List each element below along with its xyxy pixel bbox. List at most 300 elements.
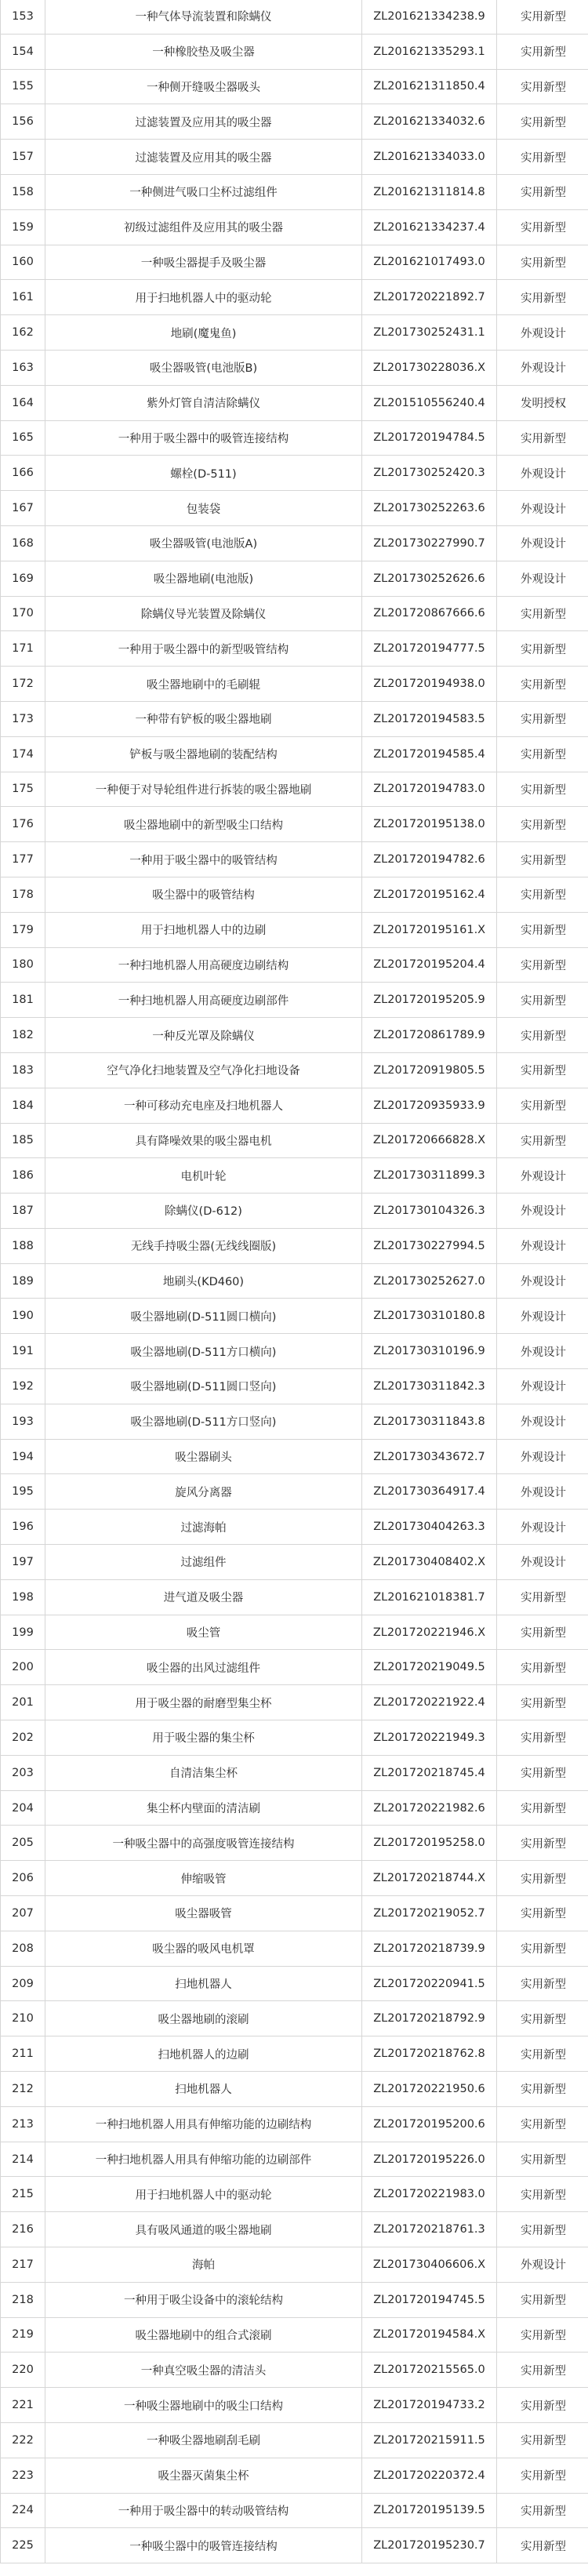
- table-row: [1, 2177, 588, 2212]
- row-number: 215: [1, 2177, 45, 2212]
- patent-name: 具有吸风通道的吸尘器地刷: [45, 2212, 362, 2247]
- patent-name: 过滤装置及应用其的吸尘器: [45, 140, 362, 175]
- patent-name: 一种用于吸尘器中的新型吸管结构: [45, 631, 362, 667]
- table-row: [1, 1299, 588, 1334]
- patent-name: 铲板与吸尘器地刷的装配结构: [45, 736, 362, 772]
- patent-name: 一种用于吸尘设备中的滚轮结构: [45, 2282, 362, 2317]
- patent-type: 实用新型: [497, 807, 588, 842]
- patent-name: 一种便于对导轮组件进行拆装的吸尘器地刷: [45, 772, 362, 807]
- table-row: [1, 491, 588, 526]
- table-row: [1, 2493, 588, 2528]
- table-row: [1, 104, 588, 140]
- table-row: [1, 983, 588, 1018]
- row-number: 180: [1, 947, 45, 983]
- patent-number: ZL201730228036.X: [362, 350, 497, 385]
- patent-name: 吸尘器地刷的滚刷: [45, 2001, 362, 2036]
- table-row: [1, 140, 588, 175]
- row-number: 184: [1, 1088, 45, 1123]
- patent-name: 吸尘器吸管(电池版B): [45, 350, 362, 385]
- patent-type: 实用新型: [497, 772, 588, 807]
- row-number: 170: [1, 596, 45, 631]
- row-number: 183: [1, 1052, 45, 1088]
- patent-type: 外观设计: [497, 1404, 588, 1439]
- table-row: [1, 350, 588, 385]
- patent-number: ZL201621017493.0: [362, 245, 497, 280]
- row-number: 182: [1, 1018, 45, 1053]
- row-number: 166: [1, 456, 45, 491]
- patent-name: 进气道及吸尘器: [45, 1579, 362, 1615]
- row-number: 211: [1, 2036, 45, 2072]
- row-number: 218: [1, 2282, 45, 2317]
- row-number: 171: [1, 631, 45, 667]
- patent-name: 用于扫地机器人中的驱动轮: [45, 2177, 362, 2212]
- patent-name: 旋风分离器: [45, 1474, 362, 1510]
- patent-name: 一种扫地机器人用具有伸缩功能的边刷结构: [45, 2106, 362, 2142]
- patent-name: 螺栓(D-511): [45, 456, 362, 491]
- patent-type: 实用新型: [497, 667, 588, 702]
- patent-type: 外观设计: [497, 456, 588, 491]
- patent-number: ZL201720215911.5: [362, 2422, 497, 2458]
- patent-name: 自清洁集尘杯: [45, 1755, 362, 1790]
- row-number: 169: [1, 561, 45, 596]
- patent-name: 过滤组件: [45, 1545, 362, 1580]
- patent-number: ZL201720218762.8: [362, 2036, 497, 2072]
- table-row: [1, 1966, 588, 2001]
- patent-type: 实用新型: [497, 420, 588, 456]
- patent-number: ZL201720194783.0: [362, 772, 497, 807]
- patent-type: 外观设计: [497, 1263, 588, 1299]
- table-row: [1, 1263, 588, 1299]
- patent-type: 外观设计: [497, 525, 588, 561]
- patent-type: 实用新型: [497, 2458, 588, 2493]
- patent-name: 紫外灯管自清洁除螨仪: [45, 385, 362, 420]
- patent-type: 实用新型: [497, 2528, 588, 2563]
- row-number: 173: [1, 701, 45, 736]
- table-row: [1, 1369, 588, 1404]
- table-row: [1, 877, 588, 912]
- table-row: [1, 1720, 588, 1756]
- patent-type: 实用新型: [497, 2001, 588, 2036]
- row-number: 219: [1, 2317, 45, 2353]
- row-number: 160: [1, 245, 45, 280]
- table-row: [1, 2072, 588, 2107]
- patent-number: ZL201730364917.4: [362, 1474, 497, 1510]
- row-number: 224: [1, 2493, 45, 2528]
- row-number: 221: [1, 2388, 45, 2423]
- patent-name: 包装袋: [45, 491, 362, 526]
- patent-name: 吸尘器中的吸管结构: [45, 877, 362, 912]
- patent-name: 过滤装置及应用其的吸尘器: [45, 104, 362, 140]
- row-number: 213: [1, 2106, 45, 2142]
- row-number: 188: [1, 1228, 45, 1263]
- patent-number: ZL201720221982.6: [362, 1790, 497, 1826]
- patent-number: ZL201720220372.4: [362, 2458, 497, 2493]
- patent-name: 吸尘器地刷(电池版): [45, 561, 362, 596]
- row-number: 178: [1, 877, 45, 912]
- patent-type: 实用新型: [497, 2036, 588, 2072]
- patent-name: 除螨仪导光装置及除螨仪: [45, 596, 362, 631]
- patent-type: 实用新型: [497, 2493, 588, 2528]
- patent-type: 外观设计: [497, 1510, 588, 1545]
- row-number: 203: [1, 1755, 45, 1790]
- table-row: [1, 1088, 588, 1123]
- patent-number: ZL201730310180.8: [362, 1299, 497, 1334]
- patent-number: ZL201730252420.3: [362, 456, 497, 491]
- patent-name: 吸尘器地刷中的毛刷辊: [45, 667, 362, 702]
- patent-number: ZL201720195161.X: [362, 912, 497, 947]
- patent-name: 用于扫地机器人中的驱动轮: [45, 280, 362, 315]
- patent-type: 实用新型: [497, 2072, 588, 2107]
- row-number: 204: [1, 1790, 45, 1826]
- table-row: [1, 2142, 588, 2177]
- patent-name: 一种侧进气吸口尘杯过滤组件: [45, 174, 362, 209]
- row-number: 185: [1, 1123, 45, 1158]
- table-row: [1, 1755, 588, 1790]
- patent-name: 扫地机器人: [45, 2072, 362, 2107]
- patent-name: 一种带有铲板的吸尘器地刷: [45, 701, 362, 736]
- row-number: 181: [1, 983, 45, 1018]
- table-row: [1, 1052, 588, 1088]
- row-number: 199: [1, 1615, 45, 1650]
- patent-type: 外观设计: [497, 1369, 588, 1404]
- row-number: 172: [1, 667, 45, 702]
- row-number: 189: [1, 1263, 45, 1299]
- patent-number: ZL201621311814.8: [362, 174, 497, 209]
- patent-number: ZL201720221922.4: [362, 1685, 497, 1720]
- table-row: [1, 1861, 588, 1896]
- table-row: [1, 1474, 588, 1510]
- patent-type: 实用新型: [497, 842, 588, 877]
- table-row: [1, 772, 588, 807]
- patent-type: 外观设计: [497, 1299, 588, 1334]
- row-number: 179: [1, 912, 45, 947]
- table-row: [1, 245, 588, 280]
- patent-number: ZL201720194584.X: [362, 2317, 497, 2353]
- patent-name: 用于扫地机器人中的边刷: [45, 912, 362, 947]
- row-number: 193: [1, 1404, 45, 1439]
- row-number: 216: [1, 2212, 45, 2247]
- patent-name: 吸尘器刷头: [45, 1439, 362, 1474]
- patent-type: 外观设计: [497, 1545, 588, 1580]
- patent-name: 一种反光罩及除螨仪: [45, 1018, 362, 1053]
- patent-name: 电机叶轮: [45, 1158, 362, 1194]
- table-row: [1, 420, 588, 456]
- patent-number: ZL201510556240.4: [362, 385, 497, 420]
- row-number: 156: [1, 104, 45, 140]
- patent-type: 实用新型: [497, 983, 588, 1018]
- patent-name: 过滤海帕: [45, 1510, 362, 1545]
- patent-number: ZL201720219052.7: [362, 1896, 497, 1931]
- table-row: [1, 2212, 588, 2247]
- patent-type: 实用新型: [497, 877, 588, 912]
- patent-type: 实用新型: [497, 1826, 588, 1861]
- patent-name: 一种吸尘器地刷刮毛刷: [45, 2422, 362, 2458]
- patent-name: 一种橡胶垫及吸尘器: [45, 34, 362, 69]
- patent-name: 除螨仪(D-612): [45, 1194, 362, 1229]
- patent-number: ZL201720219049.5: [362, 1650, 497, 1685]
- table-row: [1, 174, 588, 209]
- table-row: [1, 701, 588, 736]
- row-number: 165: [1, 420, 45, 456]
- patent-number: ZL201720194784.5: [362, 420, 497, 456]
- table-row: [1, 69, 588, 104]
- patent-number: ZL201720195162.4: [362, 877, 497, 912]
- table-row: [1, 209, 588, 245]
- patent-type: 实用新型: [497, 209, 588, 245]
- patent-number: ZL201720194733.2: [362, 2388, 497, 2423]
- patent-number: ZL201720195205.9: [362, 983, 497, 1018]
- row-number: 196: [1, 1510, 45, 1545]
- patent-name: 吸尘器地刷中的组合式滚刷: [45, 2317, 362, 2353]
- row-number: 205: [1, 1826, 45, 1861]
- patent-type: 实用新型: [497, 104, 588, 140]
- patent-type: 实用新型: [497, 596, 588, 631]
- row-number: 168: [1, 525, 45, 561]
- patent-name: 一种侧开缝吸尘器吸头: [45, 69, 362, 104]
- patent-name: 吸尘器吸管(电池版A): [45, 525, 362, 561]
- row-number: 225: [1, 2528, 45, 2563]
- patent-number: ZL201720194745.5: [362, 2282, 497, 2317]
- patent-type: 实用新型: [497, 2317, 588, 2353]
- row-number: 154: [1, 34, 45, 69]
- patent-number: ZL201720221946.X: [362, 1615, 497, 1650]
- row-number: 158: [1, 174, 45, 209]
- patent-name: 一种可移动充电座及扫地机器人: [45, 1088, 362, 1123]
- patent-number: ZL201621311850.4: [362, 69, 497, 104]
- patent-type: 外观设计: [497, 491, 588, 526]
- row-number: 155: [1, 69, 45, 104]
- patent-number: ZL201720218792.9: [362, 2001, 497, 2036]
- table-row: [1, 1650, 588, 1685]
- patent-type: 实用新型: [497, 1966, 588, 2001]
- patent-type: 实用新型: [497, 1615, 588, 1650]
- patent-number: ZL201720221949.3: [362, 1720, 497, 1756]
- patent-type: 实用新型: [497, 1052, 588, 1088]
- patent-type: 实用新型: [497, 2422, 588, 2458]
- patent-name: 一种扫地机器人用高硬度边刷结构: [45, 947, 362, 983]
- patent-number: ZL201621334237.4: [362, 209, 497, 245]
- patent-number: ZL201730311899.3: [362, 1158, 497, 1194]
- row-number: 177: [1, 842, 45, 877]
- patent-number: ZL201730404263.3: [362, 1510, 497, 1545]
- row-number: 159: [1, 209, 45, 245]
- patent-number: ZL201720218744.X: [362, 1861, 497, 1896]
- patent-type: 外观设计: [497, 350, 588, 385]
- row-number: 207: [1, 1896, 45, 1931]
- patent-name: 海帕: [45, 2247, 362, 2283]
- patent-type: 实用新型: [497, 2177, 588, 2212]
- patent-type: 实用新型: [497, 947, 588, 983]
- patent-type: 实用新型: [497, 2212, 588, 2247]
- patent-table-body: [1, 0, 588, 2563]
- patent-type: 实用新型: [497, 2388, 588, 2423]
- table-row: [1, 385, 588, 420]
- table-row: [1, 0, 588, 34]
- table-row: [1, 1194, 588, 1229]
- patent-name: 吸尘管: [45, 1615, 362, 1650]
- patent-number: ZL201730227990.7: [362, 525, 497, 561]
- patent-type: 实用新型: [497, 1579, 588, 1615]
- patent-name: 空气净化扫地装置及空气净化扫地设备: [45, 1052, 362, 1088]
- table-row: [1, 2388, 588, 2423]
- row-number: 202: [1, 1720, 45, 1756]
- patent-number: ZL201720220941.5: [362, 1966, 497, 2001]
- patent-name: 吸尘器吸管: [45, 1896, 362, 1931]
- patent-type: 实用新型: [497, 1861, 588, 1896]
- table-row: [1, 2317, 588, 2353]
- table-row: [1, 456, 588, 491]
- table-row: [1, 1931, 588, 1966]
- patent-number: ZL201720221950.6: [362, 2072, 497, 2107]
- patent-type: 实用新型: [497, 736, 588, 772]
- row-number: 209: [1, 1966, 45, 2001]
- patent-number: ZL201720861789.9: [362, 1018, 497, 1053]
- patent-type: 实用新型: [497, 631, 588, 667]
- patent-type: 外观设计: [497, 1439, 588, 1474]
- patent-name: 一种吸尘器中的高强度吸管连接结构: [45, 1826, 362, 1861]
- patent-name: 一种吸尘器地刷中的吸尘口结构: [45, 2388, 362, 2423]
- table-row: [1, 736, 588, 772]
- patent-type: 实用新型: [497, 1123, 588, 1158]
- patent-name: 无线手持吸尘器(无线线圈版): [45, 1228, 362, 1263]
- table-row: [1, 561, 588, 596]
- patent-number: ZL201720935933.9: [362, 1088, 497, 1123]
- patent-number: ZL201730252626.6: [362, 561, 497, 596]
- patent-type: 实用新型: [497, 280, 588, 315]
- row-number: 214: [1, 2142, 45, 2177]
- row-number: 220: [1, 2353, 45, 2388]
- table-row: [1, 2353, 588, 2388]
- patent-type: 实用新型: [497, 2106, 588, 2142]
- row-number: 210: [1, 2001, 45, 2036]
- row-number: 223: [1, 2458, 45, 2493]
- patent-name: 一种用于吸尘器中的转动吸管结构: [45, 2493, 362, 2528]
- patent-number: ZL201730104326.3: [362, 1194, 497, 1229]
- patent-number: ZL201720218745.4: [362, 1755, 497, 1790]
- row-number: 186: [1, 1158, 45, 1194]
- patent-name: 具有降噪效果的吸尘器电机: [45, 1123, 362, 1158]
- row-number: 197: [1, 1545, 45, 1580]
- row-number: 201: [1, 1685, 45, 1720]
- patent-number: ZL201720218739.9: [362, 1931, 497, 1966]
- row-number: 222: [1, 2422, 45, 2458]
- patent-name: 吸尘器的吸风电机罩: [45, 1931, 362, 1966]
- patent-type: 实用新型: [497, 1650, 588, 1685]
- row-number: 153: [1, 0, 45, 34]
- patent-type: 外观设计: [497, 1194, 588, 1229]
- patent-number: ZL201720195226.0: [362, 2142, 497, 2177]
- patent-name: 一种用于吸尘器中的吸管结构: [45, 842, 362, 877]
- patent-number: ZL201730252627.0: [362, 1263, 497, 1299]
- patent-type: 实用新型: [497, 69, 588, 104]
- patent-number: ZL201720195204.4: [362, 947, 497, 983]
- row-number: 198: [1, 1579, 45, 1615]
- table-row: [1, 596, 588, 631]
- row-number: 212: [1, 2072, 45, 2107]
- patent-number: ZL201720194782.6: [362, 842, 497, 877]
- row-number: 208: [1, 1931, 45, 1966]
- patent-type: 实用新型: [497, 701, 588, 736]
- patent-number: ZL201720867666.6: [362, 596, 497, 631]
- patent-type: 实用新型: [497, 2142, 588, 2177]
- patent-number: ZL201720919805.5: [362, 1052, 497, 1088]
- patent-number: ZL201720194777.5: [362, 631, 497, 667]
- patent-number: ZL201730310196.9: [362, 1334, 497, 1369]
- row-number: 163: [1, 350, 45, 385]
- patent-number: ZL201730406606.X: [362, 2247, 497, 2283]
- patent-type: 实用新型: [497, 2282, 588, 2317]
- patent-type: 实用新型: [497, 1685, 588, 1720]
- patent-number: ZL201720195258.0: [362, 1826, 497, 1861]
- table-row: [1, 1439, 588, 1474]
- patent-name: 吸尘器地刷中的新型吸尘口结构: [45, 807, 362, 842]
- patent-number: ZL201720195230.7: [362, 2528, 497, 2563]
- patent-number: ZL201730252263.6: [362, 491, 497, 526]
- patent-number: ZL201720215565.0: [362, 2353, 497, 2388]
- table-row: [1, 2001, 588, 2036]
- patent-number: ZL201720195138.0: [362, 807, 497, 842]
- table-row: [1, 1685, 588, 1720]
- patent-name: 一种气体导流装置和除螨仪: [45, 0, 362, 34]
- patent-name: 初级过滤组件及应用其的吸尘器: [45, 209, 362, 245]
- patent-name: 一种用于吸尘器中的吸管连接结构: [45, 420, 362, 456]
- table-row: [1, 1615, 588, 1650]
- patent-type: 实用新型: [497, 2353, 588, 2388]
- patent-number: ZL201720218761.3: [362, 2212, 497, 2247]
- patent-type: 实用新型: [497, 1755, 588, 1790]
- table-row: [1, 631, 588, 667]
- row-number: 190: [1, 1299, 45, 1334]
- row-number: 164: [1, 385, 45, 420]
- patent-type: 实用新型: [497, 1018, 588, 1053]
- patent-type: 实用新型: [497, 174, 588, 209]
- row-number: 162: [1, 315, 45, 351]
- patent-name: 集尘杯内壁面的清洁刷: [45, 1790, 362, 1826]
- row-number: 161: [1, 280, 45, 315]
- table-row: [1, 2282, 588, 2317]
- patent-number: ZL201621334238.9: [362, 0, 497, 34]
- patent-name: 吸尘器地刷(D-511圆口竖向): [45, 1369, 362, 1404]
- row-number: 217: [1, 2247, 45, 2283]
- table-row: [1, 1018, 588, 1053]
- patent-number: ZL201621334033.0: [362, 140, 497, 175]
- patent-number: ZL201730408402.X: [362, 1545, 497, 1580]
- table-row: [1, 1826, 588, 1861]
- patent-number: ZL201621018381.7: [362, 1579, 497, 1615]
- table-row: [1, 1896, 588, 1931]
- table-row: [1, 2528, 588, 2563]
- table-row: [1, 807, 588, 842]
- row-number: 194: [1, 1439, 45, 1474]
- patent-type: 实用新型: [497, 34, 588, 69]
- patent-name: 吸尘器地刷(D-511圆口横向): [45, 1299, 362, 1334]
- table-row: [1, 280, 588, 315]
- row-number: 206: [1, 1861, 45, 1896]
- patent-name: 地刷(魔鬼鱼): [45, 315, 362, 351]
- table-row: [1, 667, 588, 702]
- patent-name: 吸尘器灭菌集尘杯: [45, 2458, 362, 2493]
- patent-number: ZL201720194938.0: [362, 667, 497, 702]
- patent-name: 一种扫地机器人用高硬度边刷部件: [45, 983, 362, 1018]
- row-number: 174: [1, 736, 45, 772]
- table-row: [1, 912, 588, 947]
- row-number: 192: [1, 1369, 45, 1404]
- table-row: [1, 1158, 588, 1194]
- row-number: 191: [1, 1334, 45, 1369]
- table-row: [1, 2458, 588, 2493]
- patent-type: 实用新型: [497, 912, 588, 947]
- patent-type: 实用新型: [497, 245, 588, 280]
